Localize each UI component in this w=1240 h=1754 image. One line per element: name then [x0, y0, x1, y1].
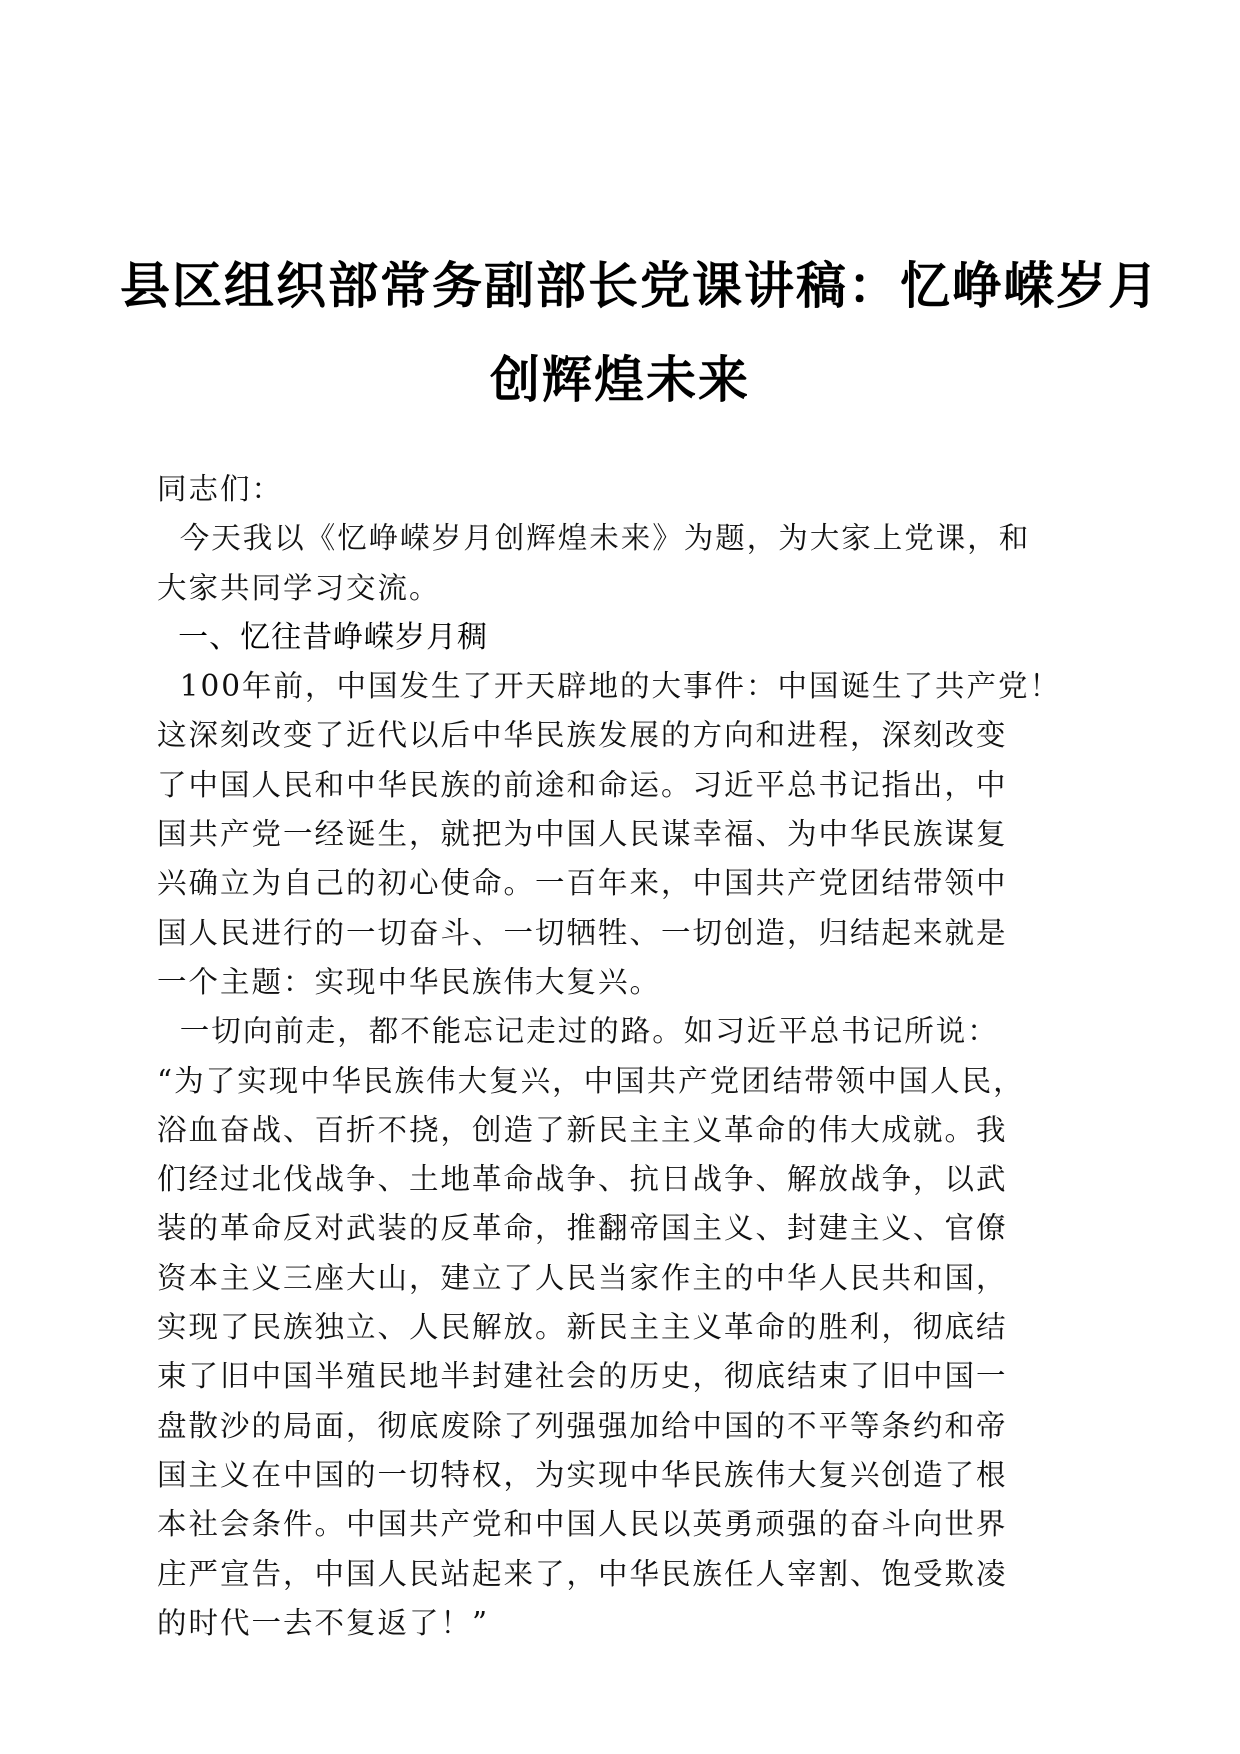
- document-title-line-1: 县区组织部常务副部长党课讲稿：忆峥嵘岁月: [120, 256, 1160, 315]
- body-line: 们经过北伐战争、土地革命战争、抗日战争、解放战争，以武: [157, 1162, 1008, 1197]
- body-line: 这深刻改变了近代以后中华民族发展的方向和进程，深刻改变: [157, 718, 1008, 753]
- body-line: 浴血奋战、百折不挠，创造了新民主主义革命的伟大成就。我: [157, 1112, 1008, 1147]
- body-line: 束了旧中国半殖民地半封建社会的历史，彻底结束了旧中国一: [157, 1359, 1008, 1394]
- body-line: 装的革命反对武装的反革命，推翻帝国主义、封建主义、官僚: [157, 1211, 1008, 1246]
- body-line: 100年前，中国发生了开天辟地的大事件：中国诞生了共产党！: [157, 669, 1062, 704]
- salutation: 同志们：: [157, 472, 284, 506]
- body-line: 实现了民族独立、人民解放。新民主主义革命的胜利，彻底结: [157, 1310, 1008, 1345]
- document-title-line-2: 创辉煌未来: [490, 350, 750, 409]
- body-line: 国人民进行的一切奋斗、一切牺牲、一切创造，归结起来就是: [157, 915, 1008, 950]
- body-line: 今天我以《忆峥嵘岁月创辉煌未来》为题，为大家上党课，和: [157, 521, 1031, 556]
- body-line: 大家共同学习交流。: [157, 570, 441, 605]
- body-line: “为了实现中华民族伟大复兴，中国共产党团结带领中国人民，: [157, 1063, 1025, 1098]
- body-line: 国主义在中国的一切特权，为实现中华民族伟大复兴创造了根: [157, 1457, 1008, 1492]
- body-line: 了中国人民和中华民族的前途和命运。习近平总书记指出，中: [157, 767, 1008, 802]
- body-line: 国共产党一经诞生，就把为中国人民谋幸福、为中华民族谋复: [157, 817, 1008, 852]
- section-heading: 一、忆往昔峥嵘岁月稠: [157, 619, 489, 655]
- body-line: 的时代一去不复返了！”: [157, 1605, 490, 1640]
- body-line: 盘散沙的局面，彻底废除了列强强加给中国的不平等条约和帝: [157, 1408, 1008, 1443]
- body-line: 庄严宣告，中国人民站起来了，中华民族任人宰割、饱受欺凌: [157, 1556, 1008, 1591]
- body-line: 兴确立为自己的初心使命。一百年来，中国共产党团结带领中: [157, 866, 1008, 901]
- body-line: 本社会条件。中国共产党和中国人民以英勇顽强的奋斗向世界: [157, 1507, 1008, 1542]
- body-line: 资本主义三座大山，建立了人民当家作主的中华人民共和国，: [157, 1260, 1008, 1295]
- body-line: 一切向前走，都不能忘记走过的路。如习近平总书记所说：: [157, 1014, 999, 1049]
- body-line: 一个主题：实现中华民族伟大复兴。: [157, 964, 662, 999]
- document-body: [157, 465, 1087, 1648]
